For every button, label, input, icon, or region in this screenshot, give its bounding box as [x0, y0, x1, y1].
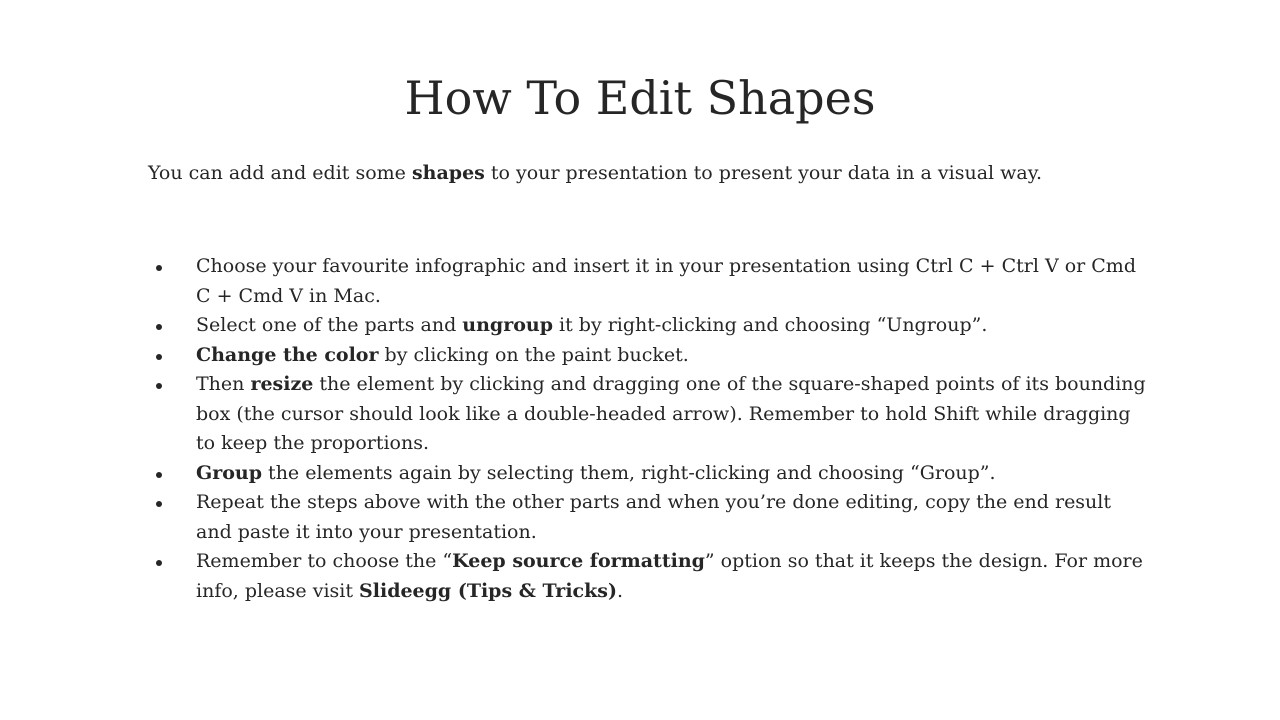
intro-text-before: You can add and edit some	[148, 162, 412, 184]
intro-text-after: to your presentation to present your data in a visual way.	[484, 162, 1043, 184]
list-item-text: the elements again by selecting them, right-clicking and choosing “Group”.	[262, 461, 996, 484]
list-item-text: Remember to choose the “	[196, 550, 453, 572]
list-item	[148, 252, 1148, 311]
list-item-bold: resize	[250, 373, 314, 395]
list-item	[148, 370, 1148, 459]
list-item-text: by clicking on the paint bucket.	[378, 343, 689, 366]
intro-bold-shapes: shapes	[411, 162, 485, 184]
list-item-text: Then	[196, 373, 251, 395]
list-item-text: ” option so that it keeps the design. For more info, please visit	[196, 550, 1143, 602]
list-item-text: Choose your favourite infographic and insert it in your presentation using Ctrl C + Ctrl V or Cmd C + Cmd V in Mac.	[196, 255, 1136, 307]
intro-paragraph	[148, 158, 1148, 188]
list-item	[148, 311, 1148, 341]
bullet-icon	[156, 501, 162, 507]
bullet-icon	[156, 354, 162, 360]
list-item-text: it by right-clicking and choosing “Ungroup”.	[553, 314, 988, 336]
list-item-bold: Group	[196, 461, 263, 484]
list-item	[148, 488, 1148, 547]
list-item-text: the element by clicking and dragging one of the square-shaped points of its bounding box (the cursor should look like a double-headed arrow). Remember to hold Shift while dragging to keep the proportions.	[196, 373, 1146, 454]
slide-title: How To Edit Shapes	[404, 71, 876, 125]
instruction-list	[148, 252, 1148, 606]
bullet-icon	[156, 324, 162, 330]
list-item	[148, 547, 1148, 606]
bullet-icon	[156, 472, 162, 478]
slideegg-link[interactable]: Slideegg (Tips & Tricks)	[359, 579, 617, 602]
list-item-text: Select one of the parts and	[196, 314, 463, 336]
bullet-icon	[156, 383, 162, 389]
list-item-text: Repeat the steps above with the other parts and when you’re done editing, copy the end result and paste it into your presentation.	[196, 491, 1112, 543]
bullet-icon	[156, 265, 162, 271]
list-item-bold: Keep source formatting	[452, 550, 705, 572]
bullet-icon	[156, 560, 162, 566]
list-item-bold: ungroup	[462, 314, 553, 336]
list-item-text: .	[616, 579, 623, 602]
list-item-bold: Change the color	[196, 343, 379, 366]
list-item	[148, 341, 1148, 371]
list-item	[148, 459, 1148, 489]
